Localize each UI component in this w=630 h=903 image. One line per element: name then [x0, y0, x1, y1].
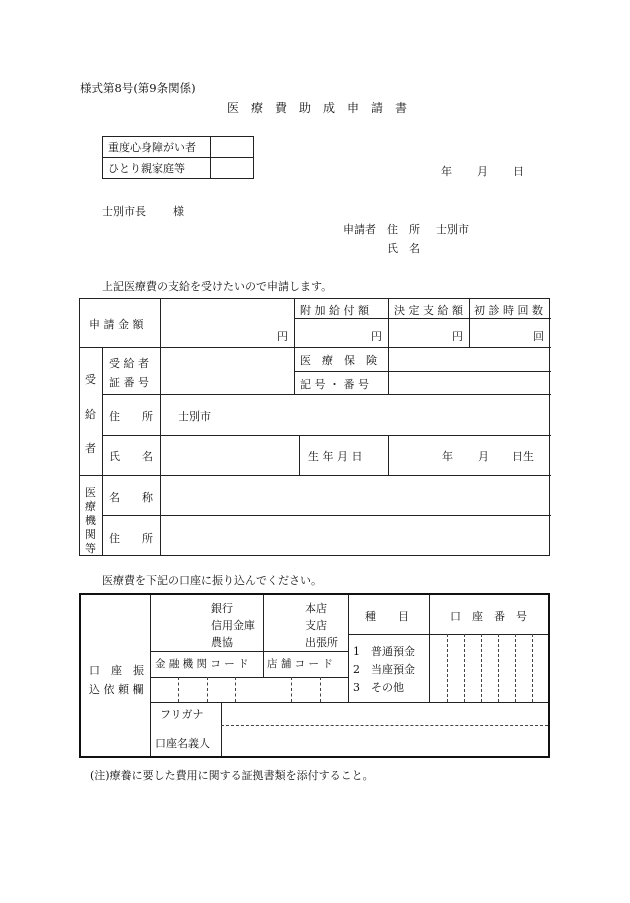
form-number: 様式第8号(第9条関係) — [80, 81, 196, 95]
main-table — [79, 298, 550, 556]
institution-char-1: 医 — [85, 486, 96, 499]
institution-name-label: 名 称 — [109, 491, 153, 504]
applicant-name-label: 氏 名 — [387, 242, 420, 255]
bank-type-credit[interactable]: 信用金庫 — [211, 619, 255, 632]
applicant-label: 申請者 — [343, 223, 376, 236]
birth-year: 年 — [442, 450, 453, 463]
branch-code-label: 店 舗 コ ー ド — [267, 658, 333, 670]
branch-type-office[interactable]: 出張所 — [305, 636, 338, 649]
cert-label-2: 証 番 号 — [109, 376, 149, 389]
bank-side-label-2: 込 依 頼 欄 — [89, 683, 144, 696]
recipient-address-label: 住 所 — [109, 410, 153, 423]
institution-char-2: 療 — [85, 500, 96, 513]
type-header: 種 目 — [365, 610, 409, 623]
col-additional: 附 加 給 付 額 — [300, 304, 369, 317]
cert-label-1: 受 給 者 — [109, 357, 149, 370]
date-year: 年 — [441, 165, 452, 178]
symbol-number-label: 記 号 ・ 番 号 — [300, 378, 369, 391]
recipient-char-3: 者 — [85, 442, 96, 455]
institution-char-5: 等 — [85, 542, 96, 555]
birth-date-label: 生 年 月 日 — [308, 450, 363, 463]
addressee-honorific: 様 — [173, 205, 184, 218]
intro-text: 上記医療費の支給を受けたいので申請します。 — [102, 280, 333, 293]
recipient-char-2: 給 — [85, 408, 96, 421]
branch-type-branch[interactable]: 支店 — [305, 619, 327, 632]
bank-table — [79, 593, 550, 758]
account-header: 口 座 番 号 — [450, 610, 527, 623]
birth-month: 月 — [478, 450, 489, 463]
recipient-name-label: 氏 名 — [109, 450, 153, 463]
amount-label: 申 請 金 額 — [89, 318, 144, 331]
bank-code-label: 金 融 機 関 コ ー ド — [155, 658, 249, 670]
applicant-address-label: 住 所 — [387, 223, 420, 236]
col-first-visit: 初 診 時 回 数 — [474, 304, 543, 317]
recipient-address-value: 士別市 — [178, 410, 211, 423]
furigana-label: フリガナ — [160, 708, 204, 721]
branch-type-main[interactable]: 本店 — [305, 602, 327, 615]
applicant-address-value: 士別市 — [436, 223, 469, 236]
category-disability: 重度心身障がい者 — [103, 137, 211, 158]
amount-yen: 円 — [277, 330, 288, 343]
insurance-label: 医 療 保 険 — [300, 354, 377, 367]
category-single-parent-check[interactable] — [211, 158, 254, 179]
account-type-ordinary[interactable]: 1 普通預金 — [353, 645, 415, 658]
col-decided: 決 定 支 給 額 — [394, 304, 463, 317]
birth-day: 日生 — [512, 450, 534, 463]
institution-char-4: 関 — [85, 528, 96, 541]
recipient-char-1: 受 — [85, 373, 96, 386]
additional-yen: 円 — [371, 330, 382, 343]
institution-address-label: 住 所 — [109, 532, 153, 545]
decided-yen: 円 — [452, 330, 463, 343]
first-visit-times: 回 — [533, 330, 544, 343]
transfer-text: 医療費を下記の口座に振り込んでください。 — [102, 574, 322, 587]
holder-label: 口座名義人 — [155, 737, 210, 750]
bank-side-label-1: 口 座 振 — [89, 664, 144, 677]
date-day: 日 — [513, 165, 524, 178]
page-title: 医 療 費 助 成 申 請 書 — [227, 101, 408, 115]
addressee-name: 士別市長 — [102, 205, 146, 218]
bank-type-bank[interactable]: 銀行 — [211, 602, 233, 615]
category-table — [102, 136, 254, 179]
note-text: (注)療養に要した費用に関する証拠書類を添付すること。 — [90, 769, 374, 782]
date-month: 月 — [477, 165, 488, 178]
account-type-current[interactable]: 2 当座預金 — [353, 663, 415, 676]
category-single-parent: ひとり親家庭等 — [103, 158, 211, 179]
category-disability-check[interactable] — [211, 137, 254, 158]
institution-char-3: 機 — [85, 514, 96, 527]
account-type-other[interactable]: 3 その他 — [353, 681, 404, 694]
bank-type-agri[interactable]: 農協 — [211, 636, 233, 649]
